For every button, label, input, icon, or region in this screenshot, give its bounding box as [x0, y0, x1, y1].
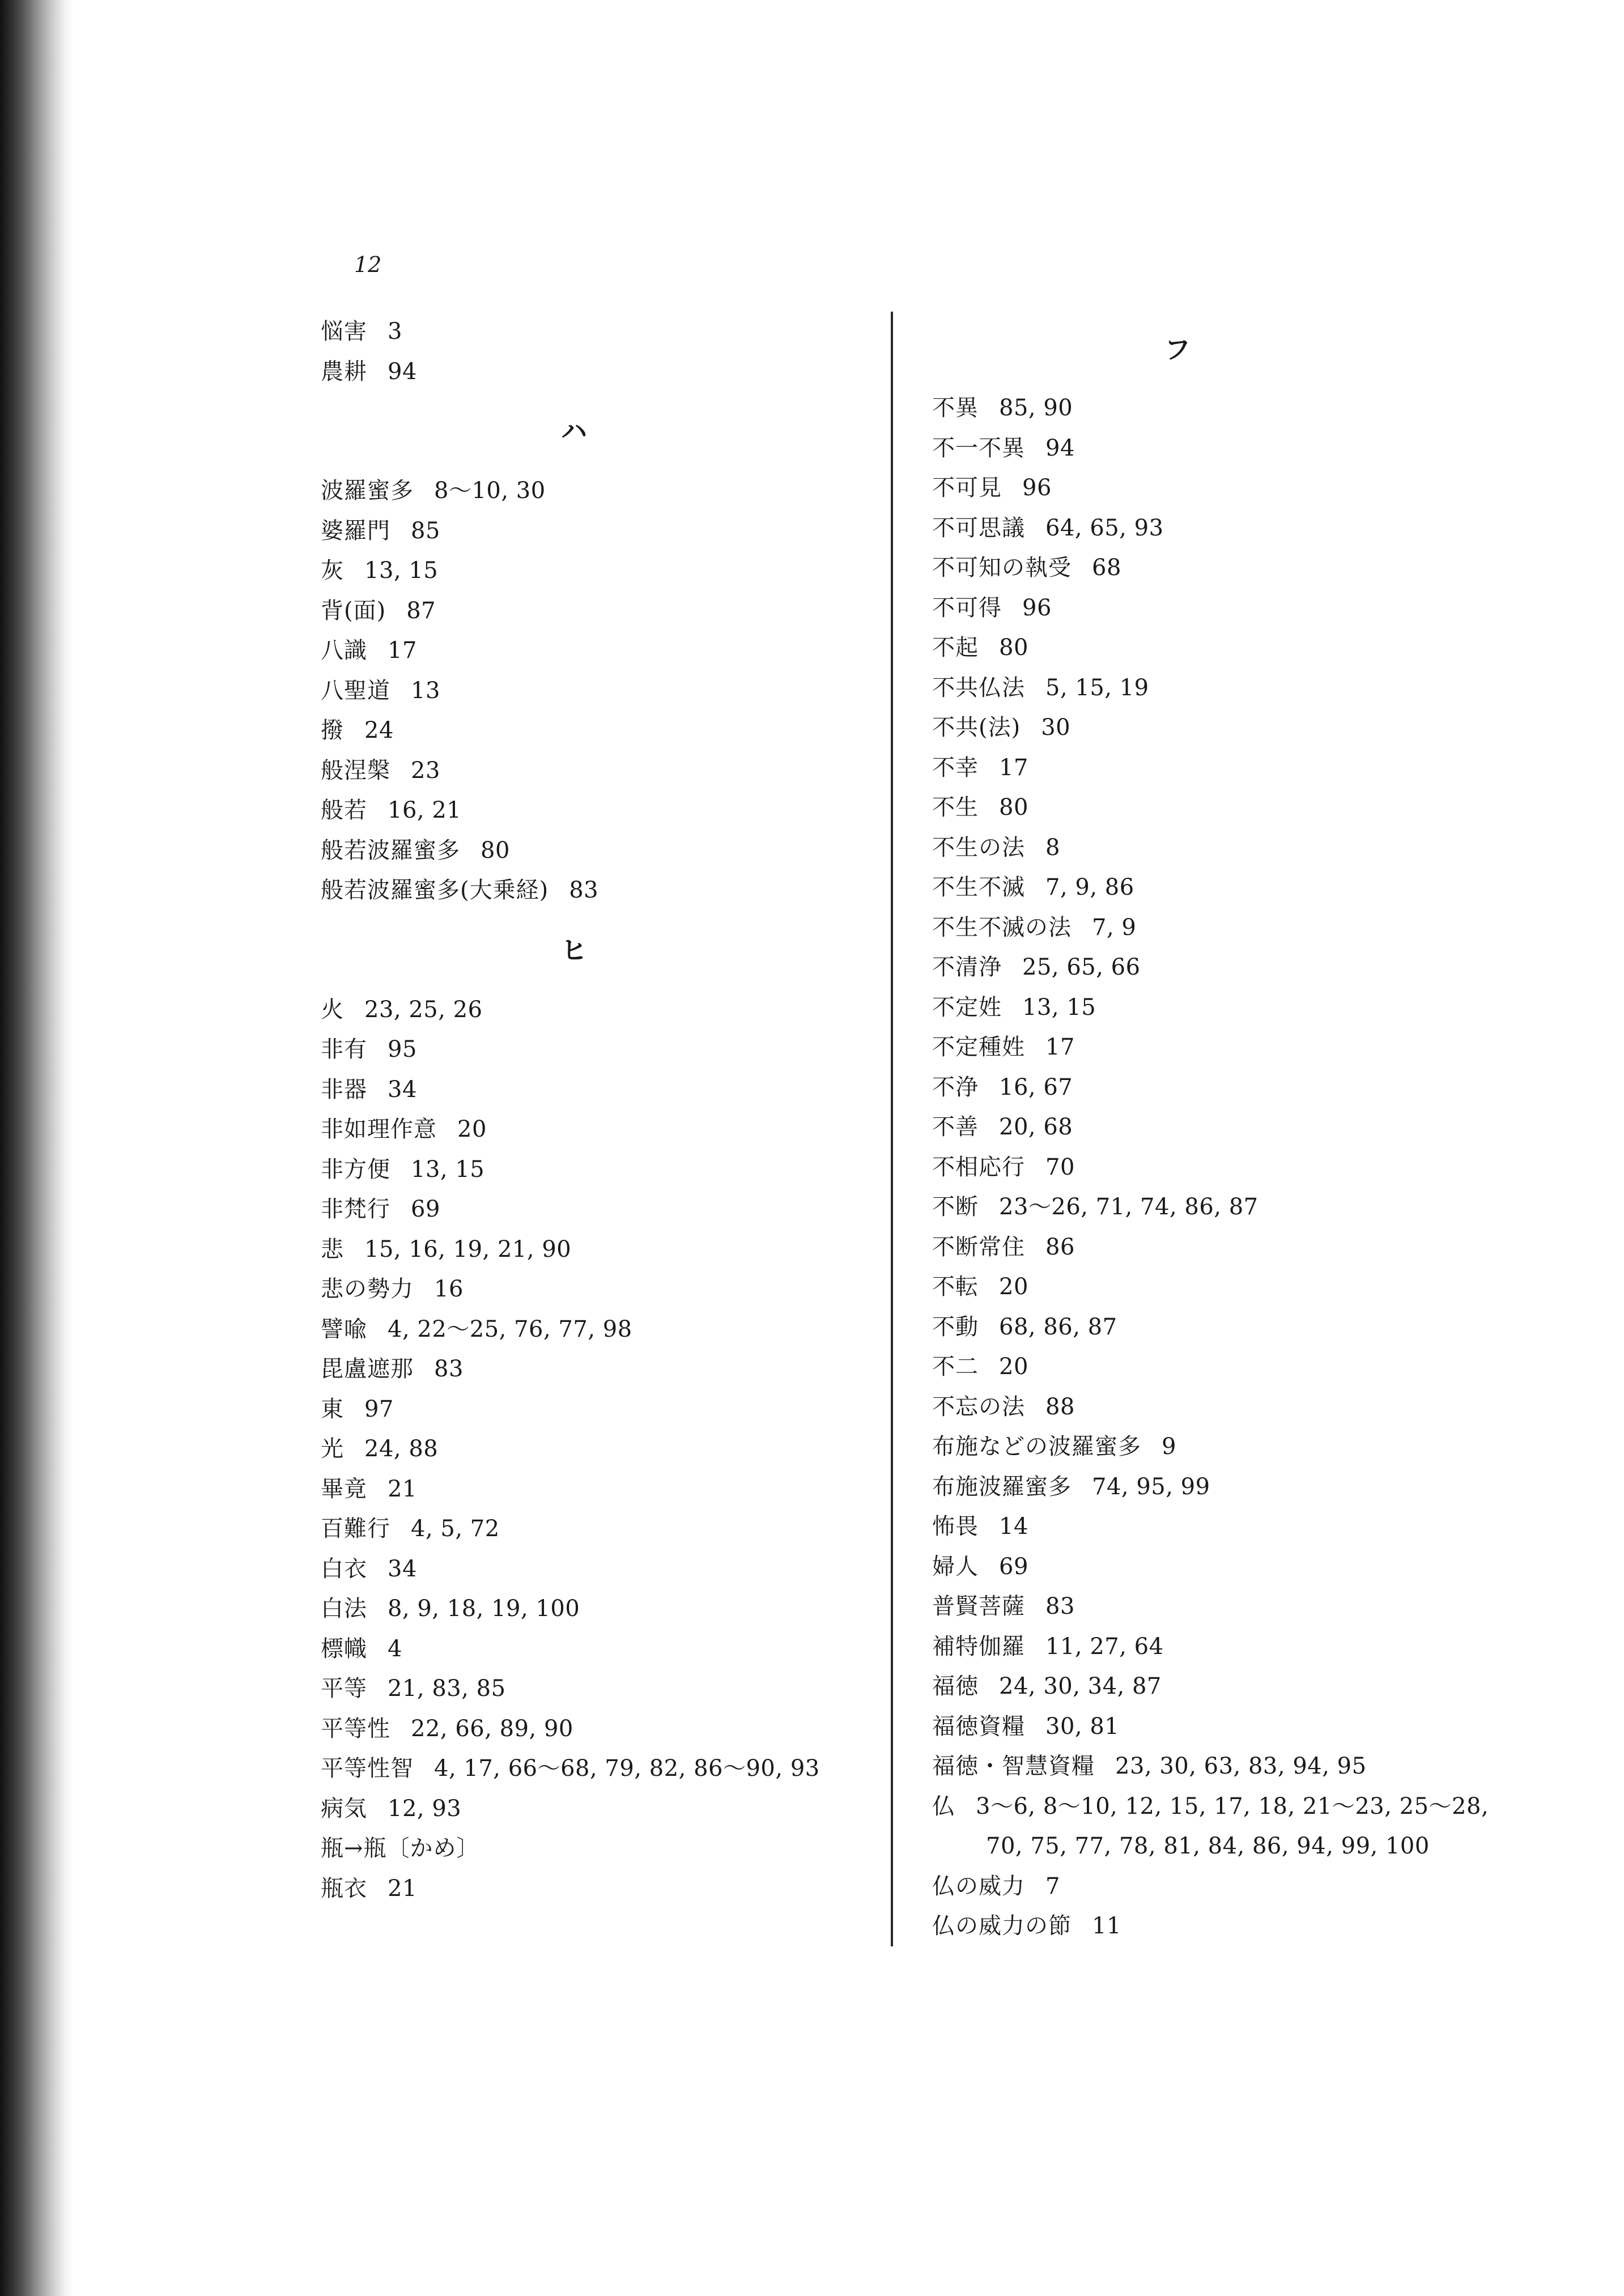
column-divider — [891, 312, 893, 1946]
index-page-refs: 4, 5, 72 — [411, 1516, 500, 1542]
index-page-refs: 68, 86, 87 — [999, 1313, 1117, 1340]
index-entry — [321, 671, 887, 711]
index-entry — [932, 1746, 1555, 1787]
index-page-refs: 7, 9 — [1092, 914, 1137, 941]
index-page-refs: 83 — [569, 877, 599, 903]
index-page-refs: 83 — [434, 1356, 464, 1382]
index-page-refs: 24 — [364, 717, 394, 743]
index-page-refs: 23, 25, 26 — [364, 996, 483, 1023]
index-entry — [321, 751, 887, 791]
index-entry — [932, 947, 1555, 988]
index-entry — [321, 1070, 887, 1110]
index-page-refs: 70, 75, 77, 78, 81, 84, 86, 94, 99, 100 — [986, 1833, 1430, 1859]
index-term: 不可得 — [932, 594, 1002, 621]
index-term: 畢竟 — [321, 1476, 367, 1502]
index-page-refs: 17 — [388, 637, 417, 664]
index-entry — [321, 1389, 887, 1430]
index-entry — [932, 388, 1555, 428]
index-term: 譬喩 — [321, 1316, 367, 1342]
index-term: 八聖道 — [321, 677, 390, 704]
index-term: 不動 — [932, 1313, 979, 1340]
index-entry — [932, 668, 1555, 708]
index-term: 不共仏法 — [932, 674, 1025, 701]
index-term: 平等 — [321, 1676, 367, 1702]
index-term: 白衣 — [321, 1555, 367, 1582]
index-entry — [321, 870, 887, 911]
index-term: 不生不滅 — [932, 874, 1025, 900]
index-entry — [932, 1467, 1555, 1507]
index-entry — [932, 1627, 1555, 1667]
index-entry — [932, 468, 1555, 508]
index-term: 毘盧遮那 — [321, 1356, 414, 1382]
index-page-refs: 20 — [457, 1116, 487, 1142]
index-term: 東 — [321, 1396, 344, 1422]
index-term: 不可知の執受 — [932, 555, 1072, 581]
index-page-refs: 24, 30, 34, 87 — [999, 1673, 1162, 1699]
index-entry — [932, 1147, 1555, 1188]
index-term: 非梵行 — [321, 1196, 390, 1222]
index-page-refs: 21 — [388, 1875, 417, 1902]
index-page-refs: 86 — [1045, 1234, 1075, 1260]
index-page-refs: 34 — [388, 1555, 417, 1582]
index-entry — [321, 1269, 887, 1309]
index-term: 般若 — [321, 797, 367, 823]
index-term: 不定姓 — [932, 994, 1002, 1021]
index-term: 不一不異 — [932, 435, 1025, 461]
index-term: 非如理作意 — [321, 1116, 437, 1142]
index-term: 般若波羅蜜多 — [321, 837, 460, 864]
index-page-refs: 80 — [999, 635, 1028, 661]
index-entry — [932, 1068, 1555, 1108]
index-entry — [321, 1109, 887, 1150]
index-term: 不断 — [932, 1194, 979, 1220]
index-page-refs: 15, 16, 19, 21, 90 — [364, 1236, 572, 1262]
index-term: 不断常住 — [932, 1234, 1025, 1260]
index-term: 灰 — [321, 558, 344, 584]
index-term: 標幟 — [321, 1635, 367, 1662]
index-page-refs: 13, 15 — [1022, 994, 1096, 1021]
index-entry — [932, 1307, 1555, 1347]
index-entry — [932, 588, 1555, 628]
page-number: 12 — [354, 252, 382, 277]
index-entry — [321, 790, 887, 831]
index-entry — [932, 1107, 1555, 1147]
index-term: 撥 — [321, 717, 344, 743]
index-entry — [932, 708, 1555, 748]
index-term: 悲の勢力 — [321, 1276, 414, 1302]
index-page-refs: 74, 95, 99 — [1092, 1473, 1210, 1500]
scan-binding-edge — [0, 0, 74, 2296]
index-entry — [321, 1030, 887, 1070]
index-term: 百難行 — [321, 1516, 390, 1542]
index-entry — [321, 1469, 887, 1510]
index-entry — [321, 1869, 887, 1909]
index-term: 不定種姓 — [932, 1034, 1025, 1060]
index-entry — [321, 711, 887, 751]
index-page-refs: 20, 68 — [999, 1114, 1073, 1140]
index-entry — [321, 352, 887, 392]
index-page-refs: 20 — [999, 1354, 1028, 1380]
index-term: 光 — [321, 1436, 344, 1462]
index-entry — [932, 1906, 1555, 1946]
index-page-refs: 80 — [481, 837, 510, 864]
index-term: 不生 — [932, 794, 979, 820]
index-term: 非有 — [321, 1036, 367, 1062]
index-term: 火 — [321, 996, 344, 1023]
index-term: 布施などの波羅蜜多 — [932, 1434, 1141, 1460]
index-page-refs: 3〜6, 8〜10, 12, 15, 17, 18, 21〜23, 25〜28, — [976, 1793, 1489, 1819]
index-term: 不善 — [932, 1114, 979, 1140]
index-entry — [321, 831, 887, 871]
index-page-refs: 80 — [999, 794, 1028, 820]
index-page-refs: 23〜26, 71, 74, 86, 87 — [999, 1194, 1259, 1220]
index-page-refs: 23 — [411, 757, 440, 784]
index-term: 仏の威力 — [932, 1873, 1025, 1899]
index-entry — [932, 1347, 1555, 1387]
index-page-refs: 16, 21 — [388, 797, 462, 823]
index-column-left — [321, 312, 887, 1908]
index-page-refs: 85 — [411, 517, 440, 544]
index-page-refs: 30, 81 — [1045, 1713, 1120, 1740]
index-page-refs: 69 — [411, 1196, 440, 1222]
index-entry — [932, 628, 1555, 668]
index-page-refs: 17 — [1045, 1034, 1075, 1060]
index-entry — [932, 548, 1555, 588]
index-entry — [321, 1669, 887, 1709]
index-entry — [932, 508, 1555, 549]
index-term: 平等性智 — [321, 1755, 414, 1781]
index-term: 瓶衣 — [321, 1875, 367, 1902]
index-page-refs: 23, 30, 63, 83, 94, 95 — [1115, 1753, 1367, 1779]
index-page-refs: 13 — [411, 677, 440, 704]
index-term: 仏の威力の節 — [932, 1913, 1072, 1939]
index-page-refs: 87 — [406, 597, 436, 624]
index-entry — [932, 748, 1555, 788]
index-page-refs: 17 — [999, 754, 1028, 781]
index-term: 八識 — [321, 637, 367, 664]
index-page-refs: 34 — [388, 1076, 417, 1103]
index-term: 布施波羅蜜多 — [932, 1473, 1072, 1500]
index-term: 不可思議 — [932, 515, 1025, 541]
index-entry — [321, 1629, 887, 1669]
index-term: 不異 — [932, 395, 979, 421]
index-page-refs: 11 — [1092, 1913, 1121, 1939]
index-page-refs: 22, 66, 89, 90 — [411, 1715, 573, 1742]
section-heading: フ — [1164, 334, 1191, 365]
index-entry — [321, 1309, 887, 1350]
index-entry — [932, 1866, 1555, 1907]
index-entry — [321, 1829, 887, 1869]
index-entry — [321, 591, 887, 631]
index-page-refs: 7 — [1045, 1873, 1060, 1899]
index-term: 不清浄 — [932, 954, 1002, 980]
index-term: 平等性 — [321, 1715, 390, 1742]
index-entry — [932, 1267, 1555, 1307]
index-entry — [321, 1589, 887, 1629]
index-page-refs: 96 — [1022, 594, 1052, 621]
index-entry — [321, 1509, 887, 1549]
index-entry — [321, 511, 887, 551]
index-term: 不共(法) — [932, 715, 1021, 741]
index-page-refs: 85, 90 — [999, 395, 1073, 421]
index-page-refs: 20 — [999, 1274, 1028, 1300]
index-term: 病気 — [321, 1795, 367, 1822]
index-term: 怖畏 — [932, 1513, 979, 1540]
index-entry — [321, 1349, 887, 1389]
index-page-refs: 8, 9, 18, 19, 100 — [388, 1596, 580, 1622]
index-entry — [321, 631, 887, 671]
index-page-refs: 4, 22〜25, 76, 77, 98 — [388, 1316, 632, 1342]
index-page-refs: 5, 15, 19 — [1045, 674, 1149, 701]
index-entry-continuation — [932, 1826, 1555, 1866]
index-entry — [321, 990, 887, 1030]
index-entry — [321, 1749, 887, 1789]
index-page-refs: 7, 9, 86 — [1045, 874, 1134, 900]
index-term: 瓶→瓶〔かめ〕 — [321, 1835, 480, 1861]
index-entry — [932, 788, 1555, 828]
index-page-refs: 13, 15 — [411, 1156, 485, 1183]
index-term: 般涅槃 — [321, 757, 390, 784]
index-entry — [321, 1789, 887, 1829]
index-term: 不起 — [932, 635, 979, 661]
index-page-refs: 30 — [1041, 715, 1071, 741]
index-page-refs: 68 — [1092, 555, 1121, 581]
index-term: 悩害 — [321, 318, 367, 345]
index-entry — [321, 1709, 887, 1749]
index-entry — [321, 1549, 887, 1589]
index-page-refs: 25, 65, 66 — [1022, 954, 1141, 980]
index-term: 仏 — [932, 1793, 955, 1819]
index-entry — [932, 1547, 1555, 1587]
index-entry — [321, 1189, 887, 1230]
index-entry — [932, 1787, 1555, 1827]
index-term: 不生不滅の法 — [932, 914, 1072, 941]
index-term: 悲 — [321, 1236, 344, 1262]
index-page-refs: 3 — [388, 318, 402, 345]
index-term: 不生の法 — [932, 834, 1025, 861]
index-term: 不幸 — [932, 754, 979, 781]
index-term: 婆羅門 — [321, 517, 390, 544]
index-entry — [932, 828, 1555, 868]
index-column-right — [932, 317, 1555, 1946]
index-entry — [932, 1427, 1555, 1467]
index-page-refs: 70 — [1045, 1154, 1075, 1180]
index-term: 福徳 — [932, 1673, 979, 1699]
index-entry — [932, 988, 1555, 1028]
index-page-refs: 94 — [388, 358, 417, 385]
index-page-refs: 13, 15 — [364, 558, 439, 584]
section-heading: ヒ — [561, 934, 587, 966]
section-heading: ハ — [561, 416, 587, 447]
index-term: 背(面) — [321, 597, 386, 624]
index-entry — [321, 551, 887, 591]
index-entry — [932, 428, 1555, 469]
index-entry — [932, 1587, 1555, 1627]
index-entry — [321, 1150, 887, 1190]
index-term: 不忘の法 — [932, 1393, 1025, 1420]
index-page-refs: 64, 65, 93 — [1045, 515, 1164, 541]
index-entry — [932, 908, 1555, 948]
index-page-refs: 97 — [364, 1396, 394, 1422]
index-page-refs: 88 — [1045, 1393, 1075, 1420]
index-page-refs: 12, 93 — [388, 1795, 462, 1822]
index-page-refs: 21, 83, 85 — [388, 1676, 506, 1702]
index-term: 普賢菩薩 — [932, 1593, 1025, 1619]
index-term: 福徳資糧 — [932, 1713, 1025, 1740]
index-entry — [321, 312, 887, 352]
index-entry — [932, 1507, 1555, 1547]
index-entry — [932, 1387, 1555, 1427]
index-entry — [932, 1666, 1555, 1707]
index-entry — [932, 1027, 1555, 1068]
index-term: 不相応行 — [932, 1154, 1025, 1180]
index-page-refs: 8〜10, 30 — [434, 478, 546, 504]
index-entry — [932, 1227, 1555, 1268]
index-term: 非器 — [321, 1076, 367, 1103]
index-page-refs: 16 — [434, 1276, 464, 1302]
index-term: 農耕 — [321, 358, 367, 385]
index-term: 補特伽羅 — [932, 1633, 1025, 1660]
index-term: 不可見 — [932, 475, 1002, 501]
index-page-refs: 96 — [1022, 475, 1052, 501]
index-term: 般若波羅蜜多(大乗経) — [321, 877, 549, 903]
index-term: 婦人 — [932, 1553, 979, 1580]
index-page-refs: 11, 27, 64 — [1045, 1633, 1164, 1660]
index-term: 福徳・智慧資糧 — [932, 1753, 1095, 1779]
index-term: 不転 — [932, 1274, 979, 1300]
index-term: 波羅蜜多 — [321, 478, 414, 504]
index-page-refs: 24, 88 — [364, 1436, 439, 1462]
index-term: 不浄 — [932, 1074, 979, 1100]
index-page-refs: 9 — [1162, 1434, 1176, 1460]
index-page-refs: 94 — [1045, 435, 1075, 461]
index-page-refs: 4, 17, 66〜68, 79, 82, 86〜90, 93 — [434, 1755, 820, 1781]
index-entry — [932, 1187, 1555, 1227]
index-entry — [321, 1230, 887, 1270]
index-term: 非方便 — [321, 1156, 390, 1183]
index-page-refs: 21 — [388, 1476, 417, 1502]
index-page-refs: 69 — [999, 1553, 1028, 1580]
index-page-refs: 14 — [999, 1513, 1028, 1540]
index-entry — [932, 1707, 1555, 1747]
index-term: 白法 — [321, 1596, 367, 1622]
index-page-refs: 8 — [1045, 834, 1060, 861]
index-page-refs: 95 — [388, 1036, 417, 1062]
index-term: 不二 — [932, 1354, 979, 1380]
index-entry — [321, 471, 887, 511]
index-page-refs: 16, 67 — [999, 1074, 1073, 1100]
index-page-refs: 83 — [1045, 1593, 1075, 1619]
index-entry — [321, 1429, 887, 1469]
index-entry — [932, 868, 1555, 908]
index-page-refs: 4 — [388, 1635, 402, 1662]
